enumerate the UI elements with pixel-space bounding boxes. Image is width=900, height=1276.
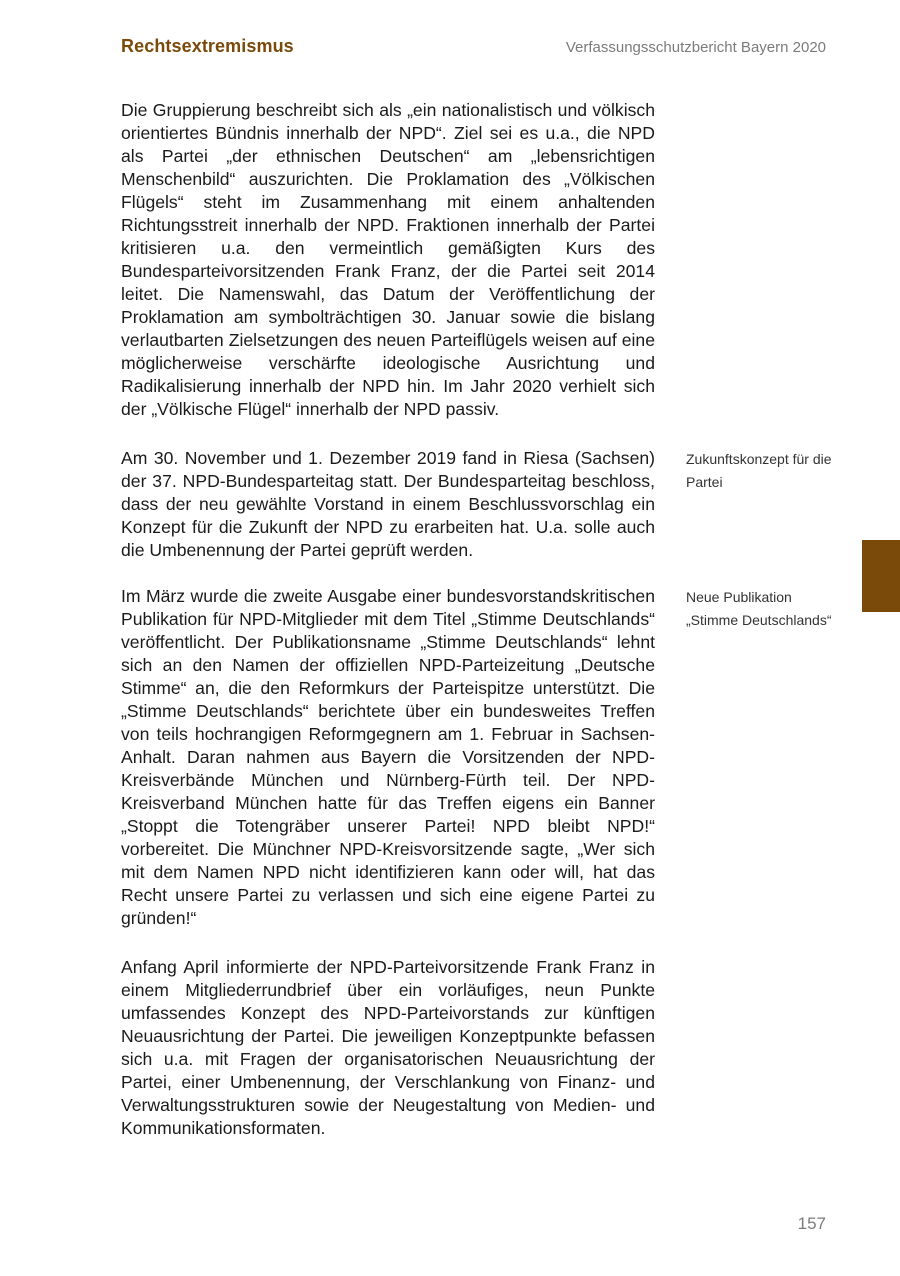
- margin-note: Zukunftskonzept für die Partei: [686, 451, 832, 490]
- body-paragraph: Im März wurde die zweite Ausgabe einer bundesvorstandskritischen Publikation für NPD-Mitglieder mit dem Titel „Stimme Deutschlands“ veröffentlicht. Der Publikationsname „Stimme Deutschlands“ lehnt sich an den Namen der offiziellen NPD-Parteizeitung „Deutsche Stimme“ an, die den Reformkurs der Parteispitze unterstützt. Die „Stimme Deutschlands“ berichtete über ein bundesweites Treffen von teils hochrangigen Reformgegnern am 1. Februar in Sachsen-Anhalt. Daran nahmen aus Bayern die Vorsitzenden der NPD-Kreisverbände München und Nürnberg-Fürth teil. Der NPD-Kreisverband München hatte für das Treffen eigens ein Banner „Stoppt die Totengräber unserer Partei! NPD bleibt NPD!“ vorbereitet. Die Münchner NPD-Kreisvorsitzende sagte, „Wer sich mit dem Namen NPD nicht identifizieren kann oder will, hat das Recht unsere Partei zu verlassen und sich eine eigene Partei zu gründen!“: [121, 586, 655, 928]
- running-header-report-title: Verfassungsschutzbericht Bayern 2020: [565, 39, 826, 56]
- chapter-tab-marker: [862, 540, 900, 612]
- margin-note: Neue Publikation „Stimme Deutschlands“: [686, 589, 832, 628]
- body-paragraph: Anfang April informierte der NPD-Parteivorsitzende Frank Franz in einem Mitgliederrundbrief über ein vorläufiges, neun Punkte umfassendes Konzept des NPD-Parteivorstands zur künftigen Neuausrichtung der Partei. Die jeweiligen Konzeptpunkte befassen sich u.a. mit Fragen der organisatorischen Neuausrichtung der Partei, einer Umbenennung, der Verschlankung von Finanz- und Verwaltungsstrukturen sowie der Neugestaltung von Medien- und Kommunikationsformaten.: [121, 957, 655, 1138]
- body-paragraph: Am 30. November und 1. Dezember 2019 fand in Riesa (Sachsen) der 37. NPD-Bundesparteitag statt. Der Bundesparteitag beschloss, dass der neu gewählte Vorstand in einem Beschlussvorschlag ein Konzept für die Zukunft der NPD zu erarbeiten hat. U.a. solle auch die Umbenennung der Partei geprüft werden.: [121, 448, 655, 560]
- page-number: 157: [797, 1214, 826, 1233]
- running-header-section: Rechtsextremismus: [121, 36, 294, 56]
- body-paragraph: Die Gruppierung beschreibt sich als „ein nationalistisch und völkisch orientiertes Bündnis innerhalb der NPD“. Ziel sei es u.a., die NPD als Partei „der ethnischen Deutschen“ am „lebensrichtigen Menschenbild“ auszurichten. Die Proklamation des „Völkischen Flügels“ steht im Zusammenhang mit einem anhaltenden Richtungsstreit innerhalb der NPD. Fraktionen innerhalb der Partei kritisieren u.a. den vermeintlich gemäßigten Kurs des Bundesparteivorsitzenden Frank Franz, der die Partei seit 2014 leitet. Die Namenswahl, das Datum der Veröffentlichung der Proklamation am symbolträchtigen 30. Januar sowie die bislang verlautbarten Zielsetzungen des neuen Parteiflügels weisen auf eine möglicherweise verschärfte ideologische Ausrichtung und Radikalisierung innerhalb der NPD hin. Im Jahr 2020 verhielt sich der „Völkische Flügel“ innerhalb der NPD passiv.: [121, 100, 655, 419]
